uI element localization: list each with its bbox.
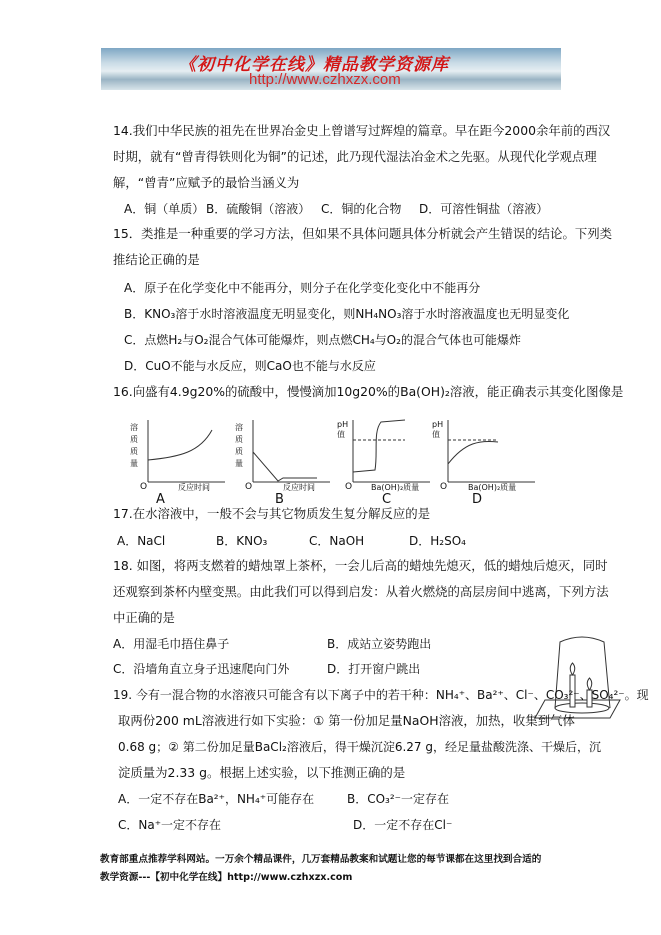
q17-option-c: C．NaOH [309, 534, 365, 548]
banner-url[interactable]: http://www.czhxzx.com [249, 71, 401, 88]
y-label: pH值 [432, 420, 444, 439]
q15-option-c: C．点燃H₂与O₂混合气体可能爆炸，则点燃CH₄与O₂的混合气体也可能爆炸 [124, 333, 521, 347]
q19-line: 取两份200 mL溶液进行如下实验：① 第一份加足量NaOH溶液，加热，收集到气体 [118, 713, 575, 728]
q19-line: 0.68 g；② 第二份加足量BaCl₂溶液后，得干燥沉淀6.27 g，经足量盐酸洗涤、干燥后，沉 [118, 740, 601, 754]
graph-b [235, 412, 349, 507]
q18-line: 中正确的是 [113, 610, 175, 625]
flame-icon [570, 663, 575, 675]
q15-option-a: A．原子在化学变化中不能再分，则分子在化学变化变化中不能再分 [124, 281, 481, 295]
graph-letter: A [156, 492, 165, 507]
curve [253, 452, 317, 481]
origin: O [140, 482, 148, 492]
origin: O [245, 482, 253, 492]
graph-c [337, 412, 448, 507]
q17-line: 17.在水溶液中，一般不会与其它物质发生复分解反应的是 [113, 506, 431, 521]
graph-letter: D [472, 492, 483, 507]
q19-option-d: D．一定不存在Cl⁻ [353, 818, 453, 832]
x-label: Ba(OH)₂质量 [371, 483, 420, 492]
q18-option-d: D．打开窗户跳出 [327, 662, 421, 676]
footer-line: 教育部重点推荐学科网站。一万余个精品课件，几万套精品教案和试题让您的每节课都在这里找到合适的 [100, 854, 542, 865]
graph-a [130, 412, 240, 507]
q19-line: 19. 今有一混合物的水溶液只可能含有以下离子中的若干种：NH₄⁺、Ba²⁺、Cl⁻、CO₃²⁻、SO₄²⁻。现 [113, 688, 649, 702]
graph-b-plot [245, 412, 349, 492]
graph-letter: C [382, 492, 392, 507]
curve [353, 420, 405, 472]
graph-letter: B [275, 492, 284, 507]
q19-line: 淀质量为2.33 g。根据上述实验，以下推测正确的是 [118, 765, 406, 780]
q14-line: 解，“曾青”应赋予的最恰当涵义为 [113, 175, 300, 190]
y-label: pH值 [337, 420, 349, 439]
banner-title: 《初中化学在线》精品教学资源库 [179, 55, 449, 75]
q18-option-a: A．用湿毛巾捂住鼻子 [113, 637, 230, 651]
q14-option-b: B．硫酸铜（溶液） [206, 202, 311, 216]
q19-option-b: B．CO₃²⁻一定存在 [347, 792, 450, 806]
y-label: 溶质质量 [130, 423, 138, 468]
q15-option-b: B．KNO₃溶于水时溶液温度无明显变化，则NH₄NO₃溶于水时溶液温度也无明显变化 [124, 307, 570, 321]
q17-option-a: A．NaCl [117, 534, 166, 548]
curve [448, 441, 498, 464]
q14-option-d: D．可溶性铜盐（溶液） [419, 202, 549, 216]
q19-option-a: A．一定不存在Ba²⁺，NH₄⁺可能存在 [118, 792, 315, 806]
graph-a-plot [140, 412, 240, 492]
origin: O [440, 482, 448, 492]
x-label: 反应时间 [178, 483, 210, 492]
q14-option-a: A．铜（单质） [124, 202, 205, 216]
q18-line: 18. 如图，将两支燃着的蜡烛罩上茶杯，一会儿后高的蜡烛先熄灭，低的蜡烛后熄灭，同时 [113, 558, 608, 573]
q15-line: 推结论正确的是 [113, 252, 200, 267]
y-label: 溶质质量 [235, 423, 243, 468]
banner-logo [101, 48, 561, 90]
q14-line: 14.我们中华民族的祖先在世界冶金史上曾谱写过辉煌的篇章。早在距今2000余年前的西汉 [113, 123, 611, 138]
q17-option-d: D．H₂SO₄ [409, 534, 466, 548]
origin: O [345, 482, 353, 492]
graph-d-plot [440, 412, 550, 492]
graph-c-plot [345, 412, 448, 492]
q19-option-c: C．Na⁺一定不存在 [118, 818, 222, 832]
x-label: 反应时间 [283, 483, 315, 492]
candle-cup-figure [530, 630, 625, 725]
q15-line: 15．类推是一种重要的学习方法，但如果不具体问题具体分析就会产生错误的结论。下列类 [113, 226, 613, 241]
q18-option-b: B．成站立姿势跑出 [327, 637, 432, 651]
q18-line: 还观察到茶杯内壁变黑。由此我们可以得到启发：从着火燃烧的高层房间中逃离，下列方法 [113, 584, 609, 599]
q15-option-d: D．CuO不能与水反应，则CaO也不能与水反应 [124, 359, 376, 373]
q18-option-c: C．沿墙角直立身子迅速爬向门外 [113, 662, 290, 676]
footer [100, 851, 570, 887]
q17-option-b: B．KNO₃ [216, 534, 268, 548]
graph-d [432, 412, 550, 507]
q14-line: 时期，就有“曾青得铁则化为铜”的记述，此乃现代湿法冶金术之先驱。从现代化学观点理 [113, 149, 597, 164]
footer-line[interactable]: 教学资源---【初中化学在线】http://www.czhxzx.com [100, 872, 353, 883]
curve [148, 430, 212, 460]
q16-line: 16.向盛有4.9g20%的硫酸中，慢慢滴加10g20%的Ba(OH)₂溶液，能正确表示其变化图像是 [113, 384, 624, 399]
x-label: Ba(OH)₂质量 [468, 483, 517, 492]
q14-option-c: C．铜的化合物 [321, 202, 402, 216]
